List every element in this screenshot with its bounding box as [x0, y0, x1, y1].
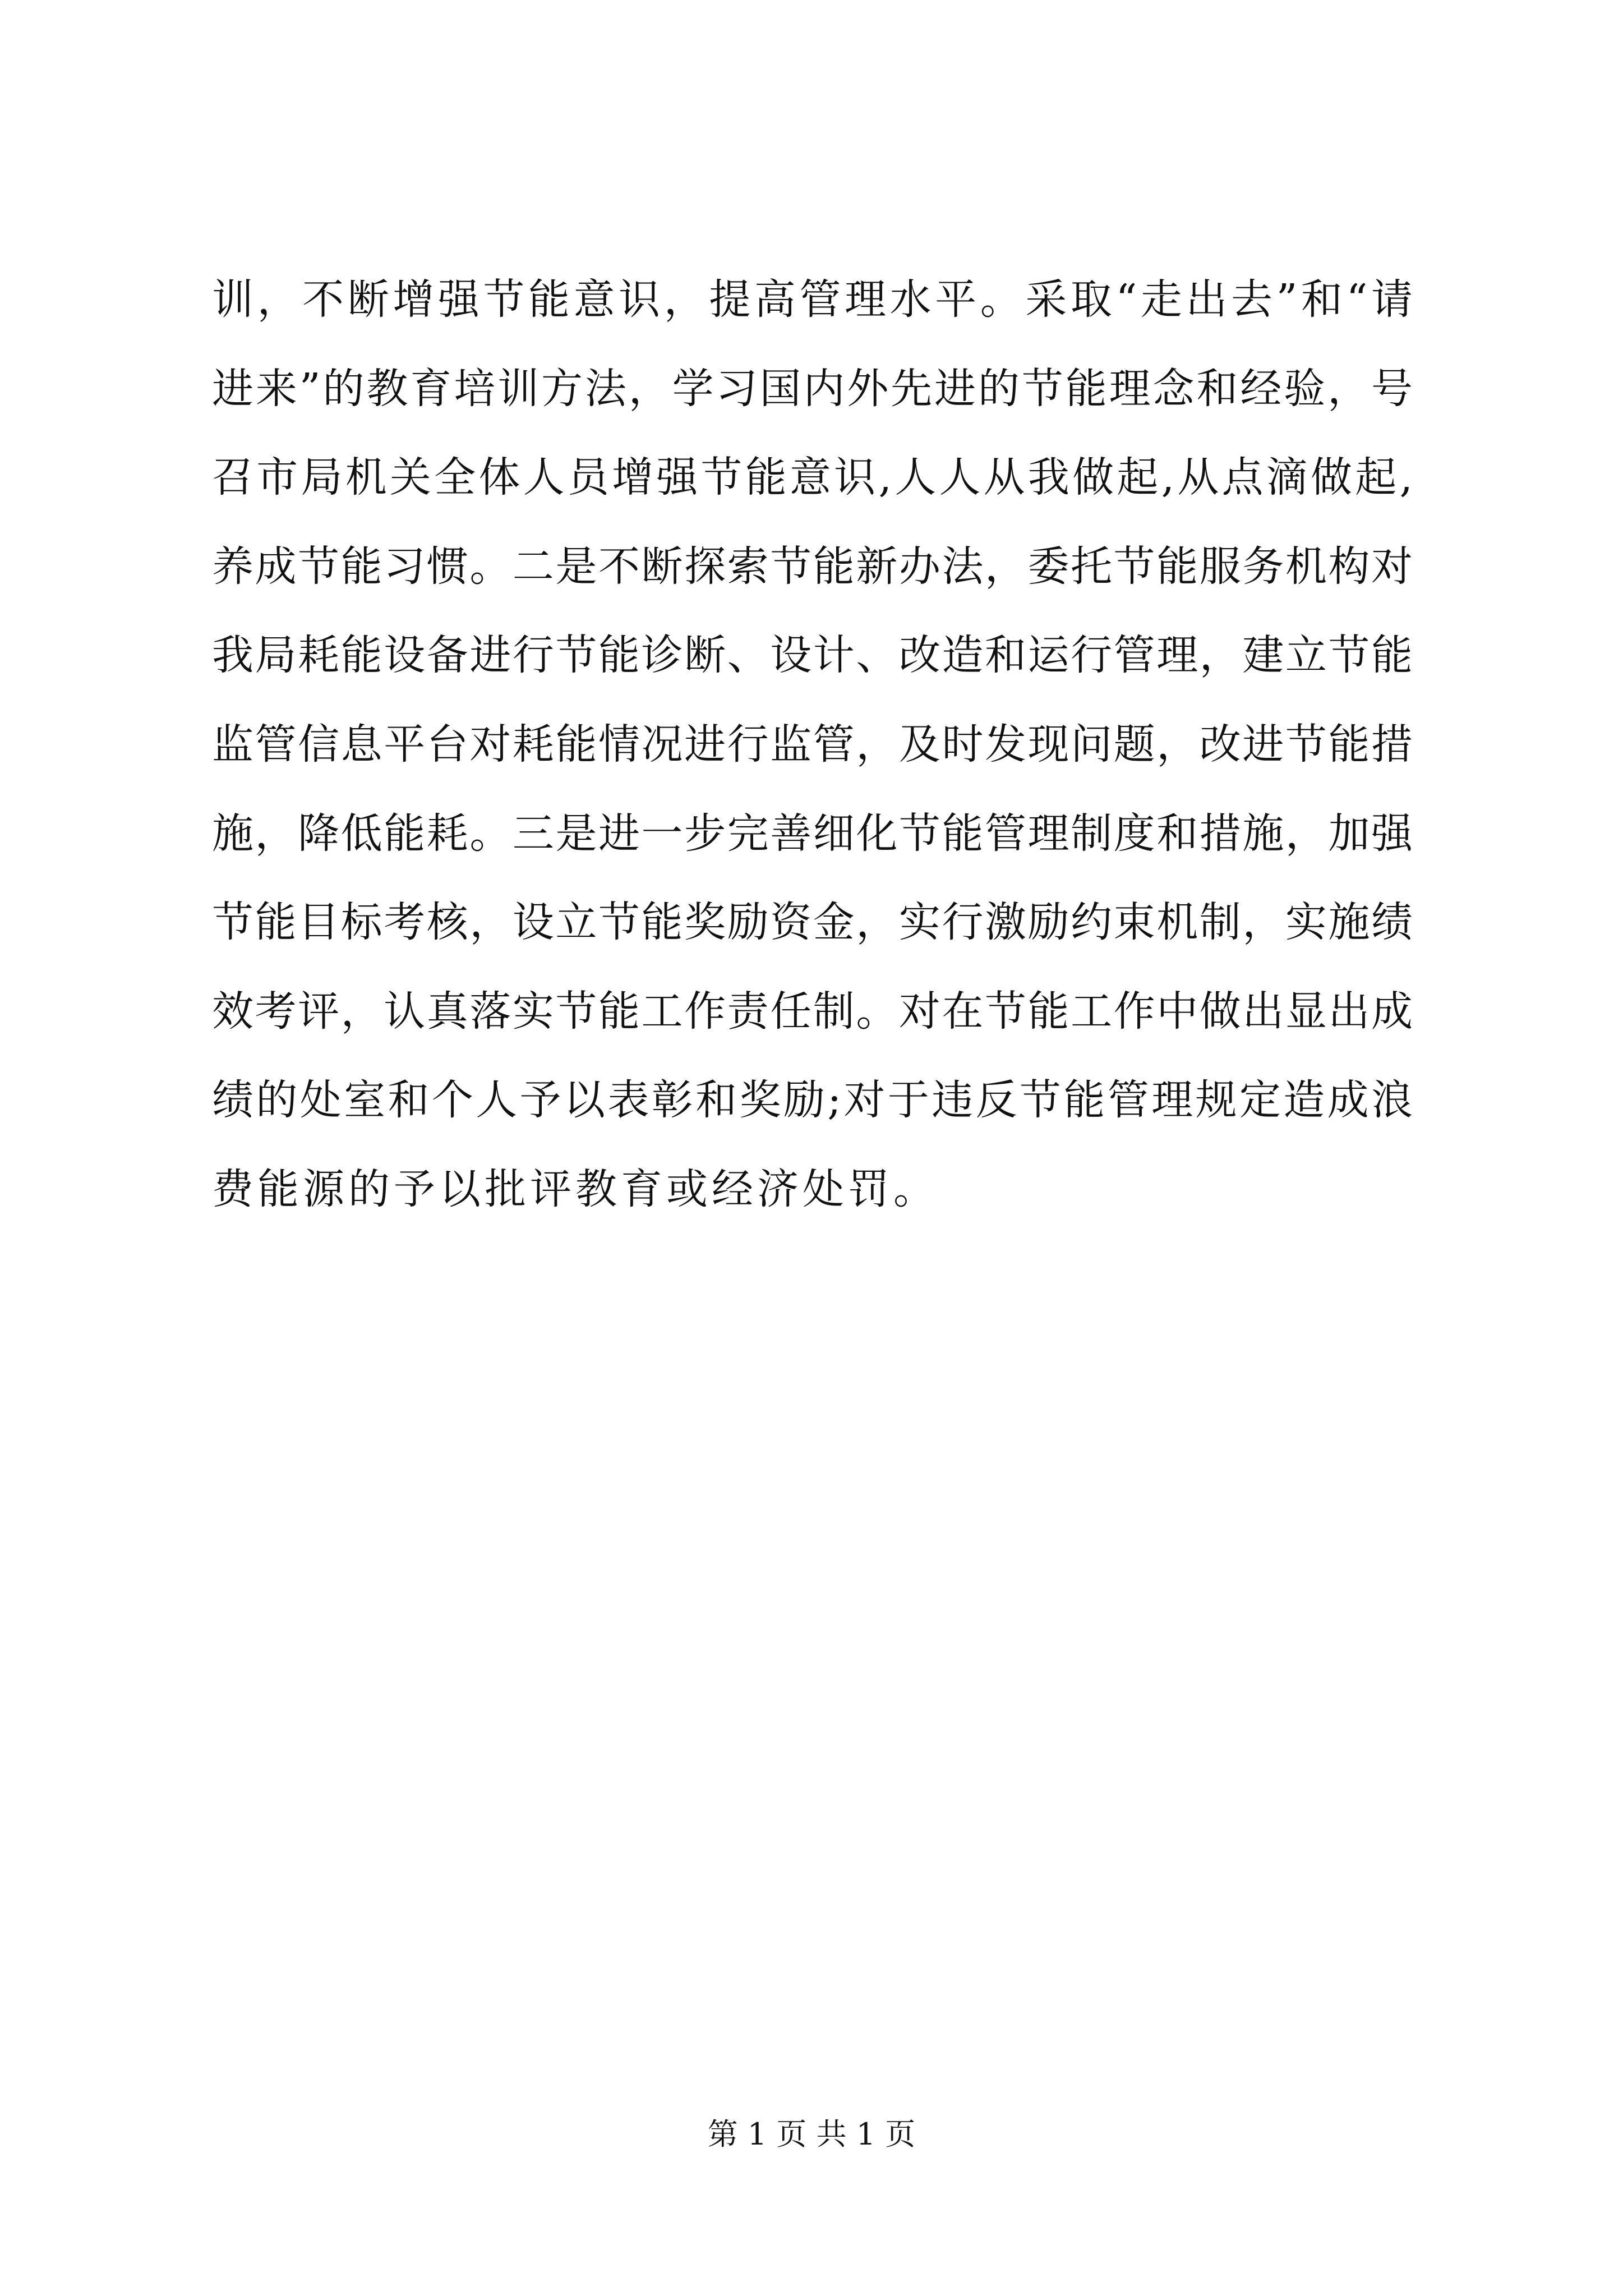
text-line: 进来”的教育培训方法，学习国内外先进的节能理念和经验，号	[212, 364, 1413, 413]
text-line: 效考评，认真落实节能工作责任制。对在节能工作中做出显出成	[212, 987, 1413, 1036]
text-line: 我局耗能设备进行节能诊断、设计、改造和运行管理，建立节能	[212, 631, 1413, 680]
text-line: 施，降低能耗。三是进一步完善细化节能管理制度和措施，加强	[212, 809, 1413, 858]
text-line: 召市局机关全体人员增强节能意识,人人从我做起,从点滴做起,	[212, 453, 1413, 502]
page-footer: 第 1 页 共 1 页	[707, 2116, 916, 2152]
body-paragraph	[212, 255, 1413, 1234]
text-line: 节能目标考核，设立节能奖励资金，实行激励约束机制，实施绩	[212, 898, 1413, 947]
text-line: 训，不断增强节能意识，提高管理水平。采取“走出去”和“请	[212, 275, 1413, 324]
text-line-last: 费能源的予以批评教育或经济处罚。	[212, 1165, 939, 1213]
text-line: 养成节能习惯。二是不断探索节能新办法，委托节能服务机构对	[212, 542, 1413, 591]
text-line: 绩的处室和个人予以表彰和奖励;对于违反节能管理规定造成浪	[212, 1076, 1413, 1125]
text-line: 监管信息平台对耗能情况进行监管，及时发现问题，改进节能措	[212, 720, 1413, 769]
